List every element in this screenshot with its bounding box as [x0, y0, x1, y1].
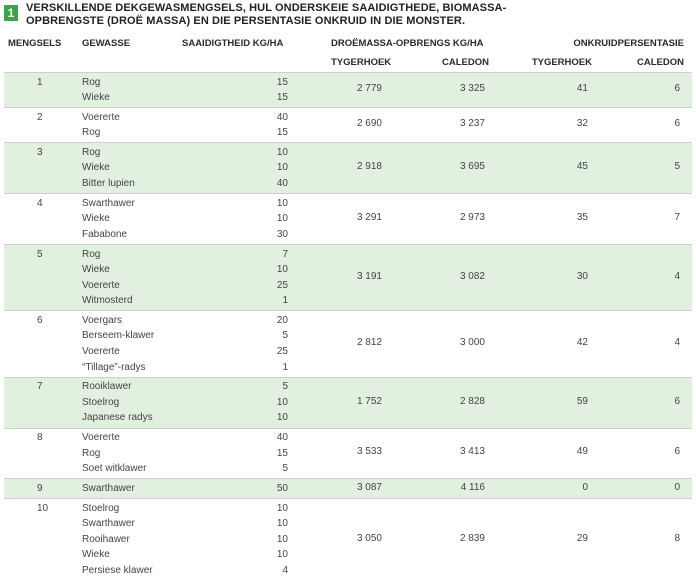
yield-caledon: 4 116 — [460, 481, 485, 493]
mengsel-number: 8 — [37, 432, 43, 444]
crop-name: Wieke — [82, 264, 110, 276]
yield-caledon: 3 237 — [459, 118, 485, 130]
seeding-density: 50 — [276, 482, 288, 494]
crop-name: Swarthawer — [82, 197, 135, 209]
weed-caledon: 6 — [674, 395, 680, 407]
crop-name: Stoelrog — [82, 502, 120, 514]
crop-name: Wieke — [82, 162, 110, 174]
seeding-density: 10 — [276, 533, 288, 545]
table-row-group — [4, 194, 692, 244]
subheader-droemassa-tygerhoek: TYGERHOEK — [331, 57, 392, 68]
weed-caledon: 4 — [674, 270, 680, 282]
crop-name: Voererte — [82, 346, 120, 358]
weed-tygerhoek: 49 — [576, 446, 588, 458]
header-mengsels: MENGSELS — [8, 38, 62, 49]
yield-tygerhoek: 2 779 — [356, 83, 382, 95]
seeding-density: 10 — [276, 518, 288, 530]
yield-caledon: 2 828 — [459, 395, 485, 407]
seeding-density: 40 — [276, 178, 288, 190]
table-title: VERSKILLENDE DEKGEWASMENGSELS, HUL ONDERSKEIE SAAIDIGTHEDE, BIOMASSA-OPBRENGSTE (DROË MASSA) EN DIE PERSENTASIE ONKRUID IN DIE MONSTER. — [26, 2, 507, 27]
weed-tygerhoek: 30 — [576, 270, 588, 282]
table-title-block — [4, 2, 694, 30]
seeding-density: 10 — [276, 396, 288, 408]
seeding-density: 1 — [282, 295, 288, 307]
seeding-density: 15 — [276, 447, 288, 459]
crop-name: Rog — [82, 447, 101, 459]
yield-caledon: 3 000 — [459, 337, 485, 349]
weed-caledon: 0 — [674, 481, 680, 493]
crop-name: Bitter lupien — [82, 178, 135, 190]
weed-tygerhoek: 42 — [576, 337, 588, 349]
seeding-density: 1 — [282, 361, 288, 373]
subheader-droemassa-caledon: CALEDON — [442, 57, 489, 68]
header-onkruid: ONKRUIDPERSENTASIE — [573, 38, 684, 49]
seeding-density: 30 — [276, 228, 288, 240]
seeding-density: 20 — [276, 314, 288, 326]
weed-caledon: 6 — [674, 446, 680, 458]
mengsel-number: 6 — [37, 314, 43, 326]
crop-name: Persiese klawer — [82, 564, 153, 576]
mengsel-number: 5 — [37, 248, 43, 260]
weed-caledon: 5 — [674, 161, 680, 173]
crop-name: Rog — [82, 76, 101, 88]
weed-caledon: 7 — [674, 212, 680, 224]
weed-tygerhoek: 41 — [576, 83, 588, 95]
crop-name: Soet witklawer — [82, 463, 147, 475]
table-number-badge: 1 — [4, 5, 18, 21]
table-row-group — [4, 479, 692, 498]
seeding-density: 10 — [276, 213, 288, 225]
weed-caledon: 6 — [674, 118, 680, 130]
crop-name: Rog — [82, 248, 101, 260]
crop-name: Swarthawer — [82, 518, 135, 530]
crop-name: Stoelrog — [82, 396, 120, 408]
subheader-onkruid-tygerhoek: TYGERHOEK — [531, 57, 592, 68]
crop-name: Witmosterd — [82, 295, 133, 307]
yield-tygerhoek: 3 533 — [356, 446, 382, 458]
mengsel-number: 7 — [37, 381, 43, 393]
seeding-density: 10 — [276, 146, 288, 158]
mengsel-number: 3 — [37, 146, 43, 158]
yield-tygerhoek: 3 050 — [356, 532, 382, 544]
seeding-density: 25 — [276, 346, 288, 358]
yield-caledon: 3 413 — [459, 446, 485, 458]
crop-name: Voergars — [82, 314, 123, 326]
crop-name: Rog — [82, 127, 101, 139]
crop-name: Voererte — [82, 111, 120, 123]
weed-tygerhoek: 59 — [576, 395, 588, 407]
yield-caledon: 2 973 — [459, 212, 485, 224]
weed-caledon: 6 — [674, 83, 680, 95]
crop-name: Wieke — [82, 92, 110, 104]
crop-name: Rooihawer — [82, 533, 130, 545]
yield-tygerhoek: 2 812 — [356, 337, 382, 349]
crop-name: Wieke — [82, 549, 110, 561]
crop-name: Voererte — [82, 432, 120, 444]
seeding-density: 10 — [276, 162, 288, 174]
seeding-density: 40 — [276, 111, 288, 123]
weed-caledon: 4 — [674, 337, 680, 349]
seeding-density: 5 — [282, 330, 288, 342]
seeding-density: 10 — [276, 264, 288, 276]
weed-tygerhoek: 32 — [576, 118, 588, 130]
mengsel-number: 2 — [37, 111, 43, 123]
yield-caledon: 2 839 — [459, 532, 485, 544]
yield-caledon: 3 695 — [459, 161, 485, 173]
yield-tygerhoek: 3 191 — [356, 270, 382, 282]
crop-name: “Tillage”-radys — [82, 361, 146, 373]
table-row-group — [4, 108, 692, 142]
seeding-density: 25 — [276, 279, 288, 291]
seeding-density: 4 — [282, 564, 288, 576]
crop-name: Rog — [82, 146, 101, 158]
table-row-group — [4, 245, 692, 310]
seeding-density: 10 — [276, 502, 288, 514]
table-row-group — [4, 143, 692, 193]
seeding-density: 5 — [282, 463, 288, 475]
mengsel-number: 10 — [37, 502, 49, 514]
crop-name: Swarthawer — [82, 482, 135, 494]
crop-name: Berseem-klawer — [82, 330, 155, 342]
seeding-density: 5 — [282, 381, 288, 393]
yield-tygerhoek: 1 752 — [356, 395, 382, 407]
table-row-group — [4, 73, 692, 107]
header-gewasse: GEWASSE — [82, 38, 131, 49]
weed-tygerhoek: 0 — [582, 481, 588, 493]
mengsel-number: 4 — [37, 197, 43, 209]
seeding-density: 40 — [276, 432, 288, 444]
crop-name: Voererte — [82, 279, 120, 291]
mengsel-number: 9 — [37, 482, 43, 494]
mengsel-number: 1 — [37, 76, 43, 88]
crop-name: Wieke — [82, 213, 110, 225]
seeding-density: 15 — [276, 92, 288, 104]
crop-name: Rooiklawer — [82, 381, 132, 393]
table-row-group — [4, 311, 692, 376]
table-row-group — [4, 378, 692, 428]
weed-tygerhoek: 35 — [576, 212, 588, 224]
seeding-density: 10 — [276, 412, 288, 424]
crop-name: Japanese radys — [82, 412, 153, 424]
seeding-density: 15 — [276, 76, 288, 88]
seeding-density: 15 — [276, 127, 288, 139]
yield-caledon: 3 082 — [459, 270, 485, 282]
header-saaidigtheid: SAAIDIGTHEID KG/HA — [182, 38, 284, 49]
header-droemassa: DROËMASSA-OPBRENGS KG/HA — [331, 38, 484, 49]
weed-tygerhoek: 29 — [576, 532, 588, 544]
seeding-density: 10 — [276, 197, 288, 209]
table-row-group — [4, 429, 692, 479]
seeding-density: 7 — [282, 248, 288, 260]
table-row-group — [4, 499, 692, 580]
weed-caledon: 8 — [674, 532, 680, 544]
yield-tygerhoek: 3 087 — [356, 481, 382, 493]
yield-caledon: 3 325 — [459, 83, 485, 95]
yield-tygerhoek: 2 918 — [356, 161, 382, 173]
yield-tygerhoek: 3 291 — [356, 212, 382, 224]
crop-name: Fababone — [82, 228, 128, 240]
weed-tygerhoek: 45 — [576, 161, 588, 173]
seeding-density: 10 — [276, 549, 288, 561]
yield-tygerhoek: 2 690 — [356, 118, 382, 130]
subheader-onkruid-caledon: CALEDON — [637, 57, 684, 68]
